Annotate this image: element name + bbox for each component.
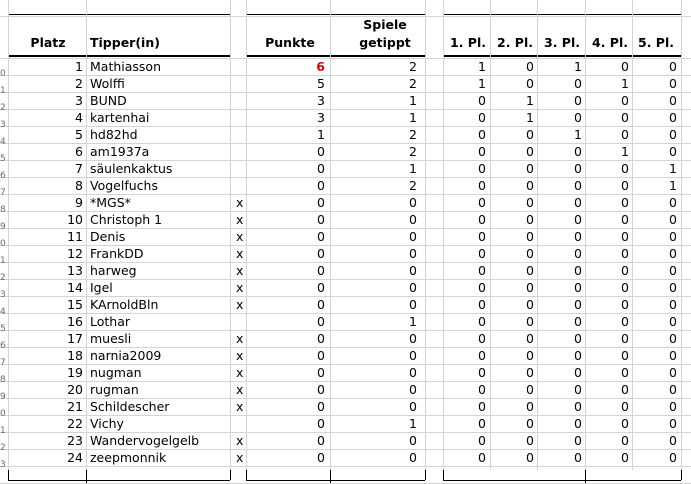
- cell-tipper-name[interactable]: *MGS*: [90, 195, 131, 210]
- row-header-fragment: 2: [0, 443, 6, 453]
- cell-punkte[interactable]: 0: [317, 144, 325, 159]
- cell-tipper-name[interactable]: Igel: [90, 280, 113, 295]
- cell-punkte[interactable]: 3: [317, 110, 325, 125]
- row-header-fragment: 6: [0, 341, 6, 351]
- cell-platz-5[interactable]: 0: [669, 280, 677, 295]
- cell-punkte[interactable]: 0: [317, 399, 325, 414]
- cell-platz-1[interactable]: 1: [478, 59, 486, 74]
- cell-platz-1[interactable]: 0: [478, 399, 486, 414]
- cell-tipper-name[interactable]: Wolffi: [90, 76, 125, 91]
- cell-platz-2[interactable]: 0: [526, 195, 534, 210]
- cell-x-marker[interactable]: x: [236, 365, 244, 380]
- cell-spiele-getippt[interactable]: 1: [409, 161, 417, 176]
- block-left-bottom-border: [8, 480, 230, 481]
- cell-punkte[interactable]: 0: [317, 246, 325, 261]
- gridline-vertical: [425, 0, 426, 470]
- cell-platz[interactable]: 2: [75, 76, 83, 91]
- cell-platz-3[interactable]: 0: [574, 229, 582, 244]
- cell-tipper-name[interactable]: Denis: [90, 229, 126, 244]
- cell-platz-3[interactable]: 0: [574, 161, 582, 176]
- cell-platz-1[interactable]: 0: [478, 382, 486, 397]
- cell-platz[interactable]: 1: [75, 59, 83, 74]
- cell-platz-5[interactable]: 0: [669, 365, 677, 380]
- cell-platz-2[interactable]: 0: [526, 331, 534, 346]
- cell-platz-2[interactable]: 0: [526, 450, 534, 465]
- cell-tipper-name[interactable]: Schildescher: [90, 399, 170, 414]
- cell-platz-3[interactable]: 0: [574, 450, 582, 465]
- cell-punkte[interactable]: 0: [317, 450, 325, 465]
- cell-platz-5[interactable]: 0: [669, 110, 677, 125]
- cell-platz-2[interactable]: 0: [526, 127, 534, 142]
- cell-platz-3[interactable]: 0: [574, 399, 582, 414]
- cell-platz-5[interactable]: 1: [669, 178, 677, 193]
- cell-platz-5[interactable]: 0: [669, 195, 677, 210]
- cell-spiele-getippt[interactable]: 2: [409, 127, 417, 142]
- cell-platz-1[interactable]: 0: [478, 297, 486, 312]
- cell-platz-3[interactable]: 0: [574, 195, 582, 210]
- cell-punkte[interactable]: 0: [317, 365, 325, 380]
- cell-platz-4[interactable]: 0: [621, 314, 629, 329]
- cell-platz-4[interactable]: 0: [621, 178, 629, 193]
- cell-platz-3[interactable]: 0: [574, 212, 582, 227]
- cell-punkte[interactable]: 0: [317, 229, 325, 244]
- cell-platz[interactable]: 21: [67, 399, 83, 414]
- gridline-vertical: [330, 0, 331, 470]
- cell-spiele-getippt[interactable]: 0: [409, 263, 417, 278]
- row-header-fragment: 5: [0, 324, 6, 334]
- gridline-vertical: [246, 0, 247, 470]
- cell-platz-5[interactable]: 0: [669, 263, 677, 278]
- header-pl5[interactable]: 5. Pl.: [638, 35, 674, 50]
- cell-x-marker[interactable]: [236, 177, 246, 194]
- cell-x-marker[interactable]: x: [236, 297, 244, 312]
- cell-tipper-name[interactable]: muesli: [90, 331, 132, 346]
- cell-x-marker[interactable]: x: [236, 212, 244, 227]
- gridline-horizontal: [0, 466, 691, 467]
- cell-platz-3[interactable]: 0: [574, 433, 582, 448]
- cell-punkte[interactable]: 0: [317, 297, 325, 312]
- cell-tipper-name[interactable]: nugman: [90, 365, 142, 380]
- row-header-fragment: 3: [0, 290, 6, 300]
- block-right-top-border: [443, 14, 681, 15]
- cell-platz[interactable]: 13: [67, 263, 83, 278]
- row-header-fragment: 3: [0, 460, 6, 470]
- cell-platz-1[interactable]: 0: [478, 263, 486, 278]
- cell-platz-2[interactable]: 0: [526, 382, 534, 397]
- cell-platz[interactable]: 16: [67, 314, 83, 329]
- cell-platz-1[interactable]: 0: [478, 433, 486, 448]
- cell-platz[interactable]: 17: [67, 331, 83, 346]
- cell-x-marker[interactable]: [236, 415, 246, 432]
- cell-platz[interactable]: 14: [67, 280, 83, 295]
- row-header-fragment: 1: [0, 256, 6, 266]
- cell-platz-3[interactable]: 0: [574, 93, 582, 108]
- header-separator: [443, 55, 681, 57]
- row-header-fragment: 1: [0, 86, 6, 96]
- cell-platz-5[interactable]: 0: [669, 433, 677, 448]
- cell-platz-5[interactable]: 0: [669, 127, 677, 142]
- row-header-fragment: 8: [0, 375, 6, 385]
- cell-spiele-getippt[interactable]: 1: [409, 416, 417, 431]
- cell-platz-1[interactable]: 0: [478, 212, 486, 227]
- header-separator: [8, 55, 230, 57]
- gridline-vertical: [681, 0, 682, 470]
- cell-punkte[interactable]: 3: [317, 93, 325, 108]
- cell-platz-5[interactable]: 0: [669, 59, 677, 74]
- cell-platz[interactable]: 9: [75, 195, 83, 210]
- cell-spiele-getippt[interactable]: 0: [409, 212, 417, 227]
- cell-punkte[interactable]: 0: [317, 280, 325, 295]
- cell-platz-1[interactable]: 0: [478, 416, 486, 431]
- cell-tipper-name[interactable]: narnia2009: [90, 348, 162, 363]
- cell-platz-2[interactable]: 0: [526, 297, 534, 312]
- cell-platz[interactable]: 4: [75, 110, 83, 125]
- cell-x-marker[interactable]: [236, 92, 246, 109]
- row-header-fragment: 5: [0, 154, 6, 164]
- cell-platz-1[interactable]: 0: [478, 93, 486, 108]
- cell-platz-2[interactable]: 0: [526, 59, 534, 74]
- cell-punkte[interactable]: 6: [316, 59, 325, 74]
- cell-platz[interactable]: 22: [67, 416, 83, 431]
- row-header-fragment: 0: [0, 239, 6, 249]
- cell-platz-5[interactable]: 0: [669, 93, 677, 108]
- cell-platz[interactable]: 18: [67, 348, 83, 363]
- cell-platz-3[interactable]: 0: [574, 263, 582, 278]
- header-pl2[interactable]: 2. Pl.: [497, 35, 533, 50]
- cell-platz[interactable]: 8: [75, 178, 83, 193]
- cell-platz-5[interactable]: 0: [669, 450, 677, 465]
- block-middle-top-border: [246, 14, 425, 15]
- cell-platz-4[interactable]: 0: [621, 263, 629, 278]
- cell-x-marker[interactable]: x: [236, 331, 244, 346]
- cell-platz[interactable]: 15: [67, 297, 83, 312]
- cell-platz-2[interactable]: 0: [526, 178, 534, 193]
- header-pl3[interactable]: 3. Pl.: [544, 35, 580, 50]
- cell-tipper-name[interactable]: Vogelfuchs: [90, 178, 158, 193]
- cell-platz[interactable]: 6: [75, 144, 83, 159]
- cell-platz-2[interactable]: 0: [526, 348, 534, 363]
- cell-platz-5[interactable]: 1: [669, 161, 677, 176]
- header-spiele-line1[interactable]: Spiele: [363, 17, 407, 32]
- cell-spiele-getippt[interactable]: 2: [409, 144, 417, 159]
- cell-punkte[interactable]: 0: [317, 161, 325, 176]
- cell-platz-1[interactable]: 0: [478, 331, 486, 346]
- cell-platz-1[interactable]: 0: [478, 280, 486, 295]
- cell-platz-2[interactable]: 0: [526, 314, 534, 329]
- cell-platz-4[interactable]: 0: [621, 297, 629, 312]
- cell-platz-4[interactable]: 0: [621, 195, 629, 210]
- cell-platz-5[interactable]: 0: [669, 229, 677, 244]
- cell-tipper-name[interactable]: Christoph 1: [90, 212, 163, 227]
- cell-punkte[interactable]: 5: [317, 76, 325, 91]
- cell-platz-5[interactable]: 0: [669, 76, 677, 91]
- cell-platz[interactable]: 11: [67, 229, 83, 244]
- cell-punkte[interactable]: 0: [317, 212, 325, 227]
- cell-platz-3[interactable]: 1: [574, 127, 582, 142]
- cell-platz-2[interactable]: 0: [526, 365, 534, 380]
- cell-platz-4[interactable]: 0: [621, 246, 629, 261]
- cell-platz-1[interactable]: 0: [478, 314, 486, 329]
- cell-platz-4[interactable]: 1: [621, 144, 629, 159]
- cell-platz-3[interactable]: 0: [574, 382, 582, 397]
- header-separator: [246, 55, 425, 57]
- cell-platz[interactable]: 12: [67, 246, 83, 261]
- cell-platz-4[interactable]: 0: [621, 416, 629, 431]
- cell-platz-3[interactable]: 0: [574, 178, 582, 193]
- cell-platz-4[interactable]: 0: [621, 59, 629, 74]
- cell-platz-1[interactable]: 0: [478, 127, 486, 142]
- cell-platz-2[interactable]: 0: [526, 144, 534, 159]
- cell-platz-2[interactable]: 0: [526, 280, 534, 295]
- row-header-fragment: 0: [0, 409, 6, 419]
- cell-platz[interactable]: 19: [67, 365, 83, 380]
- cell-platz-4[interactable]: 0: [621, 93, 629, 108]
- cell-platz-2[interactable]: 1: [526, 110, 534, 125]
- cell-tipper-name[interactable]: zeepmonnik: [90, 450, 167, 465]
- cell-platz-1[interactable]: 0: [478, 450, 486, 465]
- cell-platz-2[interactable]: 0: [526, 212, 534, 227]
- cell-platz-4[interactable]: 0: [621, 229, 629, 244]
- cell-x-marker[interactable]: [236, 143, 246, 160]
- cell-punkte[interactable]: 0: [317, 433, 325, 448]
- cell-tipper-name[interactable]: Lothar: [90, 314, 131, 329]
- cell-platz-2[interactable]: 0: [526, 76, 534, 91]
- cell-platz-2[interactable]: 0: [526, 263, 534, 278]
- cell-x-marker[interactable]: x: [236, 195, 244, 210]
- cell-platz-4[interactable]: 0: [621, 280, 629, 295]
- header-pl1[interactable]: 1. Pl.: [450, 35, 486, 50]
- cell-punkte[interactable]: 0: [317, 263, 325, 278]
- cell-x-marker[interactable]: [236, 109, 246, 126]
- cell-platz-3[interactable]: 0: [574, 331, 582, 346]
- cell-punkte[interactable]: 0: [317, 382, 325, 397]
- cell-spiele-getippt[interactable]: 0: [409, 280, 417, 295]
- cell-platz-3[interactable]: 1: [574, 59, 582, 74]
- cell-spiele-getippt[interactable]: 2: [409, 76, 417, 91]
- cell-platz-3[interactable]: 0: [574, 110, 582, 125]
- cell-platz-1[interactable]: 0: [478, 110, 486, 125]
- header-punkte[interactable]: Punkte: [265, 35, 315, 50]
- cell-platz-2[interactable]: 0: [526, 416, 534, 431]
- cell-x-marker[interactable]: x: [236, 450, 244, 465]
- cell-spiele-getippt[interactable]: 0: [409, 246, 417, 261]
- row-header-fragment: 1: [0, 426, 6, 436]
- cell-platz[interactable]: 23: [67, 433, 83, 448]
- cell-platz-2[interactable]: 1: [526, 93, 534, 108]
- row-header-fragment: 3: [0, 120, 6, 130]
- cell-platz-3[interactable]: 0: [574, 416, 582, 431]
- cell-spiele-getippt[interactable]: 0: [409, 382, 417, 397]
- cell-platz[interactable]: 7: [75, 161, 83, 176]
- cell-punkte[interactable]: 0: [317, 331, 325, 346]
- cell-platz-3[interactable]: 0: [574, 348, 582, 363]
- row-header-fragment: 8: [0, 205, 6, 215]
- cell-x-marker[interactable]: x: [236, 399, 244, 414]
- cell-tipper-name[interactable]: Wandervogelgelb: [90, 433, 200, 448]
- cell-x-marker[interactable]: [236, 160, 246, 177]
- row-header-fragment: 6: [0, 171, 6, 181]
- cell-tipper-name[interactable]: Vichy: [90, 416, 124, 431]
- cell-tipper-name[interactable]: am1937a: [90, 144, 150, 159]
- block-left-top-border: [8, 14, 230, 15]
- cell-platz-3[interactable]: 0: [574, 280, 582, 295]
- cell-platz-4[interactable]: 0: [621, 382, 629, 397]
- cell-spiele-getippt[interactable]: 0: [409, 399, 417, 414]
- cell-tipper-name[interactable]: säulenkaktus: [90, 161, 173, 176]
- cell-platz-3[interactable]: 0: [574, 365, 582, 380]
- cell-punkte[interactable]: 0: [317, 416, 325, 431]
- cell-platz-5[interactable]: 0: [669, 382, 677, 397]
- block-right-bottom-border: [443, 480, 681, 481]
- cell-platz-1[interactable]: 0: [478, 144, 486, 159]
- header-platz[interactable]: Platz: [30, 35, 66, 50]
- cell-platz-2[interactable]: 0: [526, 229, 534, 244]
- cell-platz-1[interactable]: 0: [478, 178, 486, 193]
- row-header-fragment: 4: [0, 137, 6, 147]
- cell-punkte[interactable]: 0: [317, 195, 325, 210]
- cell-platz-5[interactable]: 0: [669, 331, 677, 346]
- cell-platz-5[interactable]: 0: [669, 212, 677, 227]
- cell-x-marker[interactable]: [236, 58, 246, 75]
- cell-platz-2[interactable]: 0: [526, 399, 534, 414]
- cell-platz[interactable]: 24: [67, 450, 83, 465]
- cell-x-marker[interactable]: x: [236, 382, 244, 397]
- cell-x-marker[interactable]: x: [236, 348, 244, 363]
- cell-platz-5[interactable]: 0: [669, 144, 677, 159]
- cell-platz-2[interactable]: 0: [526, 246, 534, 261]
- cell-platz-1[interactable]: 0: [478, 195, 486, 210]
- cell-platz-1[interactable]: 0: [478, 365, 486, 380]
- cell-platz-4[interactable]: 0: [621, 331, 629, 346]
- row-header-fragment: 7: [0, 358, 6, 368]
- cell-platz[interactable]: 5: [75, 127, 83, 142]
- cell-spiele-getippt[interactable]: 0: [409, 450, 417, 465]
- cell-x-marker[interactable]: x: [236, 229, 244, 244]
- row-header-fragment: 4: [0, 307, 6, 317]
- cell-platz-5[interactable]: 0: [669, 399, 677, 414]
- cell-spiele-getippt[interactable]: 0: [409, 195, 417, 210]
- cell-platz-4[interactable]: 0: [621, 348, 629, 363]
- cell-platz-4[interactable]: 0: [621, 212, 629, 227]
- cell-x-marker[interactable]: [236, 126, 246, 143]
- cell-platz-4[interactable]: 1: [621, 76, 629, 91]
- row-header-fragment: 2: [0, 103, 6, 113]
- cell-spiele-getippt[interactable]: 1: [409, 314, 417, 329]
- cell-platz-3[interactable]: 0: [574, 246, 582, 261]
- block-middle-bottom-border: [246, 480, 425, 481]
- cell-x-marker[interactable]: [236, 313, 246, 330]
- cell-x-marker[interactable]: x: [236, 280, 244, 295]
- cell-punkte[interactable]: 0: [317, 178, 325, 193]
- cell-spiele-getippt[interactable]: 0: [409, 365, 417, 380]
- cell-punkte[interactable]: 0: [317, 348, 325, 363]
- header-pl4[interactable]: 4. Pl.: [592, 35, 628, 50]
- cell-tipper-name[interactable]: rugman: [90, 382, 139, 397]
- cell-tipper-name[interactable]: hd82hd: [90, 127, 138, 142]
- row-header-fragment: 7: [0, 188, 6, 198]
- cell-platz[interactable]: 10: [67, 212, 83, 227]
- cell-platz-3[interactable]: 0: [574, 297, 582, 312]
- cell-spiele-getippt[interactable]: 2: [409, 59, 417, 74]
- cell-x-marker[interactable]: [236, 75, 246, 92]
- header-spiele-line2[interactable]: getippt: [359, 35, 411, 50]
- cell-platz-1[interactable]: 0: [478, 348, 486, 363]
- cell-spiele-getippt[interactable]: 0: [409, 229, 417, 244]
- cell-tipper-name[interactable]: FrankDD: [90, 246, 144, 261]
- cell-tipper-name[interactable]: KArnoldBln: [90, 297, 159, 312]
- cell-platz-5[interactable]: 0: [669, 348, 677, 363]
- cell-platz-4[interactable]: 0: [621, 110, 629, 125]
- cell-platz-3[interactable]: 0: [574, 314, 582, 329]
- cell-spiele-getippt[interactable]: 0: [409, 297, 417, 312]
- cell-spiele-getippt[interactable]: 1: [409, 110, 417, 125]
- row-header-fragment: 2: [0, 273, 6, 283]
- cell-spiele-getippt[interactable]: 0: [409, 348, 417, 363]
- cell-tipper-name[interactable]: harweg: [90, 263, 137, 278]
- gridline-vertical: [86, 0, 87, 470]
- cell-platz-4[interactable]: 0: [621, 365, 629, 380]
- row-header-fragment: 9: [0, 392, 6, 402]
- cell-platz-3[interactable]: 0: [574, 144, 582, 159]
- cell-spiele-getippt[interactable]: 0: [409, 331, 417, 346]
- row-header-fragment: 0: [0, 69, 6, 79]
- cell-tipper-name[interactable]: BUND: [90, 93, 127, 108]
- cell-platz-1[interactable]: 0: [478, 246, 486, 261]
- cell-platz-5[interactable]: 0: [669, 246, 677, 261]
- cell-tipper-name[interactable]: kartenhai: [90, 110, 150, 125]
- cell-x-marker[interactable]: x: [236, 433, 244, 448]
- cell-platz-5[interactable]: 0: [669, 297, 677, 312]
- cell-x-marker[interactable]: x: [236, 246, 244, 261]
- cell-platz-3[interactable]: 0: [574, 76, 582, 91]
- gridline-vertical: [230, 0, 231, 470]
- header-tipper[interactable]: Tipper(in): [90, 35, 160, 50]
- cell-platz-5[interactable]: 0: [669, 416, 677, 431]
- cell-platz-5[interactable]: 0: [669, 314, 677, 329]
- cell-platz-4[interactable]: 0: [621, 433, 629, 448]
- cell-platz-2[interactable]: 0: [526, 433, 534, 448]
- cell-platz[interactable]: 3: [75, 93, 83, 108]
- cell-spiele-getippt[interactable]: 2: [409, 178, 417, 193]
- cell-platz-4[interactable]: 0: [621, 127, 629, 142]
- cell-spiele-getippt[interactable]: 1: [409, 93, 417, 108]
- cell-platz-1[interactable]: 1: [478, 76, 486, 91]
- cell-x-marker[interactable]: x: [236, 263, 244, 278]
- cell-tipper-name[interactable]: Mathiasson: [90, 59, 161, 74]
- cell-punkte[interactable]: 1: [317, 127, 325, 142]
- cell-platz-1[interactable]: 0: [478, 229, 486, 244]
- cell-platz[interactable]: 20: [67, 382, 83, 397]
- cell-platz-2[interactable]: 0: [526, 161, 534, 176]
- cell-platz-1[interactable]: 0: [478, 161, 486, 176]
- cell-platz-4[interactable]: 0: [621, 450, 629, 465]
- cell-spiele-getippt[interactable]: 0: [409, 433, 417, 448]
- cell-punkte[interactable]: 0: [317, 314, 325, 329]
- row-header-fragment: 9: [0, 222, 6, 232]
- cell-platz-4[interactable]: 0: [621, 161, 629, 176]
- cell-platz-4[interactable]: 0: [621, 399, 629, 414]
